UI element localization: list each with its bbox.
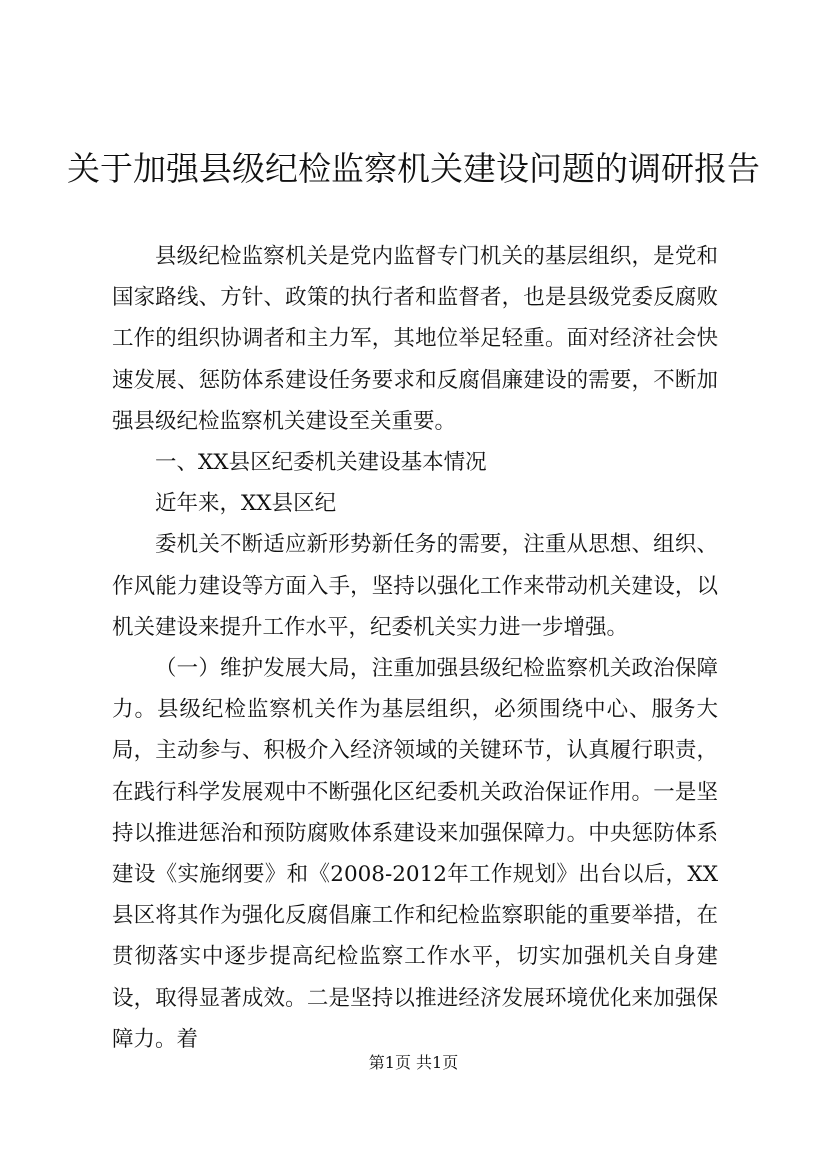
paragraph-fragment: 近年来，XX县区纪: [155, 491, 337, 517]
document-title: 关于加强县级纪检监察机关建设问题的调研报告: [67, 149, 760, 188]
paragraph-overview: 委机关不断适应新形势新任务的需要，注重从思想、组织、作风能力建设等方面入手，坚持以强化工作来带动机关建设，以机关建设来提升工作水平，纪委机关实力进一步增强。: [112, 532, 718, 640]
page-footer: 第1页 共1页: [368, 1053, 459, 1072]
paragraph-subsection-1: （一）维护发展大局，注重加强县级纪检监察机关政治保障力。县级纪检监察机关作为基层组织，必须围绕中心、服务大局，主动参与、积极介入经济领域的关键环节，认真履行职责，在践行科学发展观中不断强化区纪委机关政治保证作用。一是坚持以推进惩治和预防腐败体系建设来加强保障力。中央惩防体系建设《实施纲要》和《2008-2012年工作规划》出台以后，XX县区将其作为强化反腐倡廉工作和纪检监察职能的重要举措，在贯彻落实中逐步提高纪检监察工作水平，切实加强机关自身建设，取得显著成效。二是坚持以推进经济发展环境优化来加强保障力。着: [112, 656, 718, 1052]
document-body: [112, 236, 718, 1060]
paragraph-intro: 县级纪检监察机关是党内监督专门机关的基层组织，是党和国家路线、方针、政策的执行者和监督者，也是县级党委反腐败工作的组织协调者和主力军，其地位举足轻重。面对经济社会快速发展、惩防体系建设任务要求和反腐倡廉建设的需要，不断加强县级纪检监察机关建设至关重要。: [112, 244, 718, 434]
section-heading: 一、XX县区纪委机关建设基本情况: [155, 450, 487, 476]
